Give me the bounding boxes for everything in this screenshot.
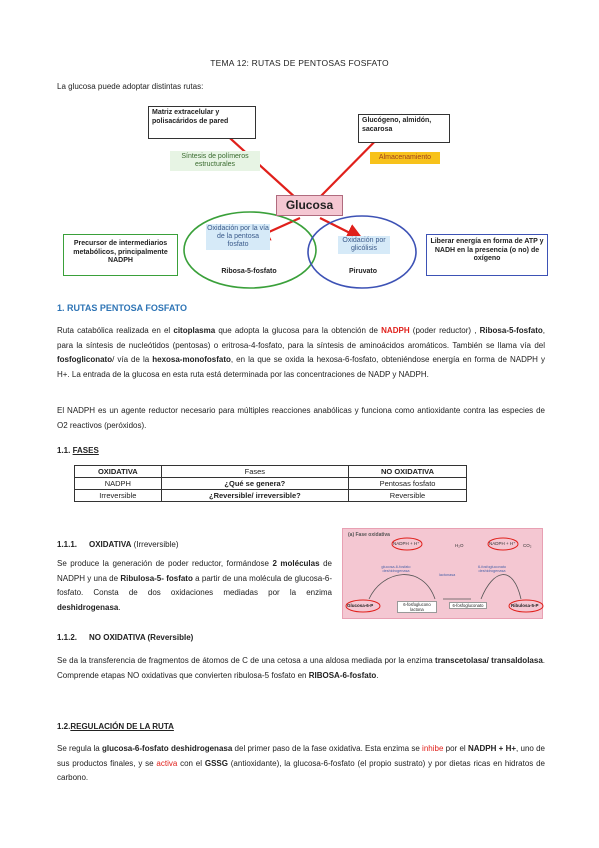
oxidative-phase-figure bbox=[342, 528, 543, 619]
table-header-cell: Fases bbox=[161, 466, 348, 478]
figure-lactona: 6-fosfoglucono lactona bbox=[397, 601, 437, 613]
figure-gluconato: 6-fosfogluconato bbox=[449, 602, 487, 609]
figure-h2o: H₂O bbox=[455, 543, 464, 548]
table-cell: ¿Qué se genera? bbox=[161, 478, 348, 490]
almacenamiento-label: Almacenamiento bbox=[370, 152, 440, 164]
no-oxidativa-heading: 1.1.2. NO OXIDATIVA (Reversible) bbox=[57, 633, 194, 642]
glucogeno-box: Glucógeno, almidón, sacarosa bbox=[358, 114, 450, 143]
oxidativa-heading: 1.1.1. OXIDATIVA (Irreversible) bbox=[57, 540, 179, 549]
precursor-box: Precursor de intermediarios metabólicos, principalmente NADPH bbox=[63, 234, 178, 276]
arrow-to-glicolisis bbox=[320, 218, 356, 236]
table-cell: NADPH bbox=[75, 478, 162, 490]
liberar-box: Liberar energía en forma de ATP y NADH en la presencia (o no) de oxígeno bbox=[426, 234, 548, 276]
oxidacion-pentosa-label: Oxidación por la vía de la pentosa fosfato bbox=[207, 225, 269, 248]
glucosa-box: Glucosa bbox=[276, 195, 343, 216]
intro-text: La glucosa puede adoptar distintas rutas: bbox=[57, 82, 204, 91]
piruvato-label: Piruvato bbox=[348, 268, 377, 275]
table-cell: Irreversible bbox=[75, 490, 162, 502]
table-cell: Reversible bbox=[349, 490, 467, 502]
figure-enzyme3: 6-fosfogluconato deshidrogenasa bbox=[477, 565, 507, 573]
figure-g6p: Glucosa-6-P bbox=[347, 603, 374, 608]
figure-nadph2: NADPH + H⁺ bbox=[489, 541, 516, 546]
section1-heading: 1. RUTAS PENTOSA FOSFATO bbox=[57, 303, 188, 313]
ribosa-label: Ribosa-5-fosfato bbox=[221, 268, 277, 275]
fases-table bbox=[74, 465, 467, 502]
oxidacion-glicolisis-label: Oxidación por glicólisis bbox=[338, 236, 390, 254]
figure-co2: CO₂ bbox=[523, 543, 532, 548]
regulacion-heading: 1.2.REGULACIÓN DE LA RUTA bbox=[57, 722, 174, 731]
table-row bbox=[75, 478, 467, 490]
table-cell: Pentosas fosfato bbox=[349, 478, 467, 490]
section1-paragraph2: El NADPH es un agente reductor necesario para múltiples reacciones anabólicas y funciona como antioxidante contra las especies de O2 reactivos (peróxidos). bbox=[57, 406, 545, 430]
oxidativa-paragraph: Se produce la generación de poder reductor, formándose 2 moléculas de NADPH y una de Ribulosa-5- fosfato a partir de una molécula de glucosa-6-fosfato. Consta de dos oxidaciones mediadas por la enzima deshidrogenasa. bbox=[57, 559, 332, 612]
table-header-row bbox=[75, 466, 467, 478]
table-header-cell: NO OXIDATIVA bbox=[349, 466, 467, 478]
table-row bbox=[75, 490, 467, 502]
matriz-box: Matriz extracelular y polisacáridos de pared bbox=[148, 106, 256, 139]
figure-r5p: Ribulosa-5-P bbox=[511, 603, 539, 608]
page-title: TEMA 12: RUTAS DE PENTOSAS FOSFATO bbox=[210, 58, 389, 68]
table-cell: ¿Reversible/ irreversible? bbox=[161, 490, 348, 502]
sintesis-label: Síntesis de polímeros estructurales bbox=[170, 151, 260, 171]
figure-nadph1: NADPH + H⁺ bbox=[393, 541, 420, 546]
section1-paragraph1: Ruta catabólica realizada en el citoplasma que adopta la glucosa para la obtención de NADPH (poder reductor) , Ribosa-5-fosfato, para la síntesis de nucleótidos (pentosas) o eritrosa-4-fosfato, para la síntesis de aminoácidos aromáticos. También se llama vía del fosfogliconato/ vía de la hexosa-monofosfato, en la que se oxida la hexosa-6-fosfato, obteniéndose energía en forma de NADPH y H+. La entrada de la glucosa en esta ruta está determinada por las concentraciones de NADP y NADPH. bbox=[57, 326, 546, 379]
regulacion-paragraph: Se regula la glucosa-6-fosfato deshidrogenasa del primer paso de la fase oxidativa. Esta enzima se inhibe por el NADPH + H+, uno de sus productos finales, y se activa con el GSSG (antioxidante), la glucosa-6-fosfato (el propio sustrato) y por dietas ricas en hidratos de carbono. bbox=[57, 744, 546, 782]
figure-enzyme1: glucosa-6-fosfato deshidrogenasa bbox=[381, 565, 411, 573]
figure-enzyme2: lactonasa bbox=[439, 573, 456, 577]
figure-label: (a) Fase oxidativa bbox=[348, 532, 390, 538]
fases-heading: 1.1. FASES bbox=[57, 446, 99, 455]
table-header-cell: OXIDATIVA bbox=[75, 466, 162, 478]
no-oxidativa-paragraph: Se da la transferencia de fragmentos de átomos de C de una cetosa a una aldosa mediada por la enzima transcetolasa/ transaldolasa. Comprende etapas NO oxidativas que convierten ribulosa-5 fosfato en RIBOSA-6-fosfato. bbox=[57, 656, 545, 680]
